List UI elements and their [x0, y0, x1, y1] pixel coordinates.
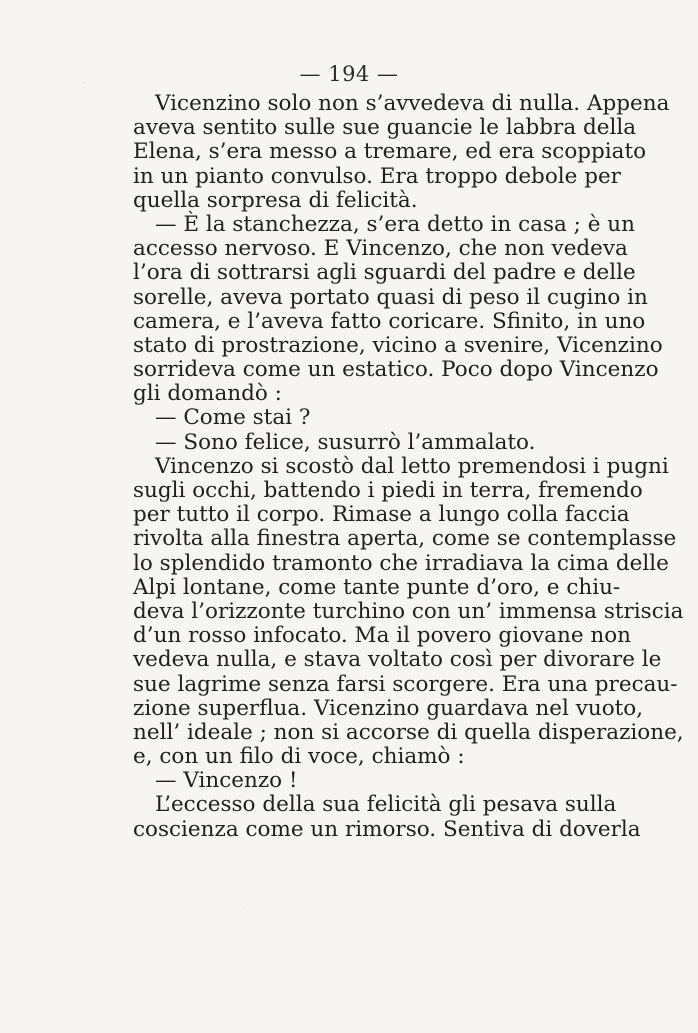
text-line: — Come stai ?: [155, 405, 311, 431]
text-line: aveva sentito sulle sue guancie le labbra della: [133, 115, 637, 141]
text-line: — È la stanchezza, s’era detto in casa ; è un: [155, 211, 635, 237]
text-line: gli domandò :: [133, 381, 282, 407]
text-line: l’ora di sottrarsi agli sguardi del padre e delle: [133, 260, 636, 286]
text-line: per tutto il corpo. Rimase a lungo colla faccia: [133, 502, 630, 528]
text-line: quella sorpresa di felicità.: [133, 187, 418, 213]
text-line: lo splendido tramonto che irradiava la cima delle: [133, 550, 669, 576]
text-line: accesso nervoso. E Vincenzo, che non vedeva: [133, 236, 628, 262]
text-line: nell’ ideale ; non si accorse di quella disperazione,: [133, 719, 684, 745]
text-line: e, con un filo di voce, chiamò :: [133, 744, 465, 770]
page-number: — 194 —: [299, 62, 399, 86]
text-line: Vincenzo si scostò dal letto premendosi i pugni: [155, 453, 669, 479]
text-line: Vicenzino solo non s’avvedeva di nulla. Appena: [155, 91, 670, 116]
text-line: — Sono felice, susurrò l’ammalato.: [155, 429, 536, 455]
text-line: Alpi lontane, come tante punte d’oro, e chiu-: [133, 574, 621, 600]
text-line: — Vincenzo !: [155, 768, 298, 794]
text-line: vedeva nulla, e stava voltato così per divorare le: [133, 647, 662, 673]
body-text: [133, 91, 684, 842]
text-line: zione superflua. Vicenzino guardava nel vuoto,: [133, 695, 644, 721]
text-line: L’eccesso della sua felicità gli pesava sulla: [155, 792, 617, 818]
text-line: d’un rosso infocato. Ma il povero giovane non: [133, 623, 632, 649]
text-line: Elena, s’era messo a tremare, ed era scoppiato: [133, 139, 647, 165]
text-line: sugli occhi, battendo i piedi in terra, fremendo: [133, 478, 643, 503]
text-line: coscienza come un rimorso. Sentiva di doverla: [133, 816, 641, 842]
text-line: deva l’orizzonte turchino con un’ immensa striscia: [133, 598, 684, 624]
text-line: in un pianto convulso. Era troppo debole per: [133, 163, 621, 189]
text-line: rivolta alla finestra aperta, come se contemplasse: [133, 526, 677, 552]
text-line: stato di prostrazione, vicino a svenire, Vicenzino: [133, 332, 663, 358]
text-line: sorelle, aveva portato quasi di peso il cugino in: [133, 284, 648, 310]
text-line: sorrideva come un estatico. Poco dopo Vincenzo: [133, 357, 659, 383]
text-line: camera, e l’aveva fatto coricare. Sfinito, in uno: [133, 308, 646, 334]
text-line: sue lagrime senza farsi scorgere. Era una precau-: [133, 671, 678, 697]
